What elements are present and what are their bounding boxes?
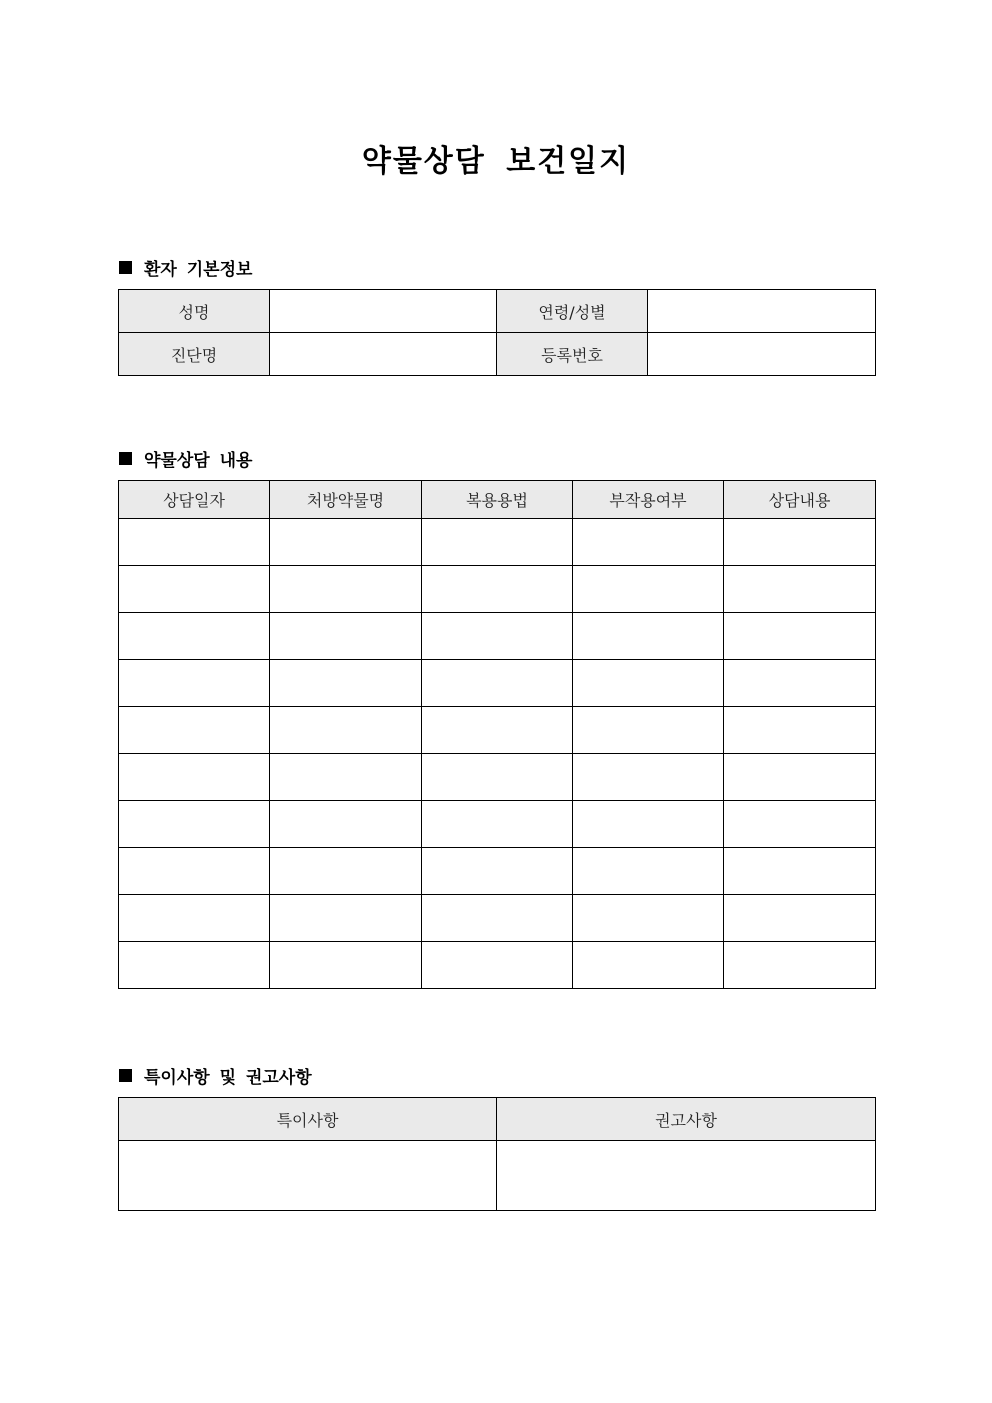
column-header-drug: 처방약물명: [270, 481, 422, 519]
patient-info-table: [118, 289, 876, 376]
side-effect-cell[interactable]: [573, 707, 724, 754]
name-label: 성명: [119, 290, 270, 333]
date-cell[interactable]: [119, 613, 270, 660]
table-row: [119, 519, 876, 566]
drug-cell[interactable]: [270, 566, 422, 613]
diagnosis-field[interactable]: [270, 333, 497, 376]
table-row: [119, 707, 876, 754]
section-heading-label: 약물상담 내용: [144, 451, 253, 471]
column-header-content: 상담내용: [724, 481, 876, 519]
table-row: [119, 754, 876, 801]
content-cell[interactable]: [724, 754, 876, 801]
table-row: [119, 848, 876, 895]
square-bullet-icon: [119, 261, 132, 274]
consultation-table: [118, 480, 876, 989]
column-header-dosage: 복용용법: [422, 481, 573, 519]
table-row: [119, 566, 876, 613]
drug-cell[interactable]: [270, 754, 422, 801]
content-cell[interactable]: [724, 801, 876, 848]
notes-table: [118, 1097, 876, 1211]
special-notes-header: 특이사항: [119, 1098, 497, 1141]
table-row: [119, 895, 876, 942]
content-cell[interactable]: [724, 942, 876, 989]
drug-cell[interactable]: [270, 895, 422, 942]
content-cell[interactable]: [724, 660, 876, 707]
square-bullet-icon: [119, 452, 132, 465]
content-cell[interactable]: [724, 895, 876, 942]
consultation-header-row: [119, 481, 876, 519]
date-cell[interactable]: [119, 707, 270, 754]
content-cell[interactable]: [724, 519, 876, 566]
section-heading-label: 특이사항 및 권고사항: [144, 1068, 312, 1088]
drug-cell[interactable]: [270, 942, 422, 989]
name-field[interactable]: [270, 290, 497, 333]
side-effect-cell[interactable]: [573, 801, 724, 848]
dosage-cell[interactable]: [422, 566, 573, 613]
square-bullet-icon: [119, 1069, 132, 1082]
date-cell[interactable]: [119, 801, 270, 848]
drug-cell[interactable]: [270, 801, 422, 848]
age-sex-field[interactable]: [648, 290, 876, 333]
table-row: [119, 660, 876, 707]
table-row: [119, 613, 876, 660]
section-heading-consultation: [119, 446, 252, 471]
side-effect-cell[interactable]: [573, 754, 724, 801]
date-cell[interactable]: [119, 942, 270, 989]
content-cell[interactable]: [724, 566, 876, 613]
section-heading-label: 환자 기본정보: [144, 260, 253, 280]
column-header-date: 상담일자: [119, 481, 270, 519]
table-row: [119, 942, 876, 989]
side-effect-cell[interactable]: [573, 566, 724, 613]
table-row: [119, 801, 876, 848]
dosage-cell[interactable]: [422, 613, 573, 660]
column-header-side-effect: 부작용여부: [573, 481, 724, 519]
section-heading-notes: [119, 1063, 312, 1088]
content-cell[interactable]: [724, 707, 876, 754]
drug-cell[interactable]: [270, 707, 422, 754]
dosage-cell[interactable]: [422, 754, 573, 801]
dosage-cell[interactable]: [422, 707, 573, 754]
reg-no-field[interactable]: [648, 333, 876, 376]
side-effect-cell[interactable]: [573, 519, 724, 566]
dosage-cell[interactable]: [422, 848, 573, 895]
reg-no-label: 등록번호: [497, 333, 648, 376]
dosage-cell[interactable]: [422, 519, 573, 566]
drug-cell[interactable]: [270, 660, 422, 707]
dosage-cell[interactable]: [422, 801, 573, 848]
special-notes-field[interactable]: [119, 1141, 497, 1211]
recommendations-header: 권고사항: [497, 1098, 876, 1141]
date-cell[interactable]: [119, 754, 270, 801]
section-heading-patient-info: [119, 255, 252, 280]
side-effect-cell[interactable]: [573, 660, 724, 707]
date-cell[interactable]: [119, 660, 270, 707]
dosage-cell[interactable]: [422, 942, 573, 989]
age-sex-label: 연령/성별: [497, 290, 648, 333]
drug-cell[interactable]: [270, 613, 422, 660]
side-effect-cell[interactable]: [573, 848, 724, 895]
recommendations-field[interactable]: [497, 1141, 876, 1211]
dosage-cell[interactable]: [422, 895, 573, 942]
drug-cell[interactable]: [270, 519, 422, 566]
date-cell[interactable]: [119, 895, 270, 942]
date-cell[interactable]: [119, 566, 270, 613]
page-title: 약물상담 보건일지: [361, 144, 631, 179]
side-effect-cell[interactable]: [573, 895, 724, 942]
content-cell[interactable]: [724, 848, 876, 895]
side-effect-cell[interactable]: [573, 942, 724, 989]
side-effect-cell[interactable]: [573, 613, 724, 660]
drug-cell[interactable]: [270, 848, 422, 895]
content-cell[interactable]: [724, 613, 876, 660]
diagnosis-label: 진단명: [119, 333, 270, 376]
date-cell[interactable]: [119, 848, 270, 895]
date-cell[interactable]: [119, 519, 270, 566]
dosage-cell[interactable]: [422, 660, 573, 707]
